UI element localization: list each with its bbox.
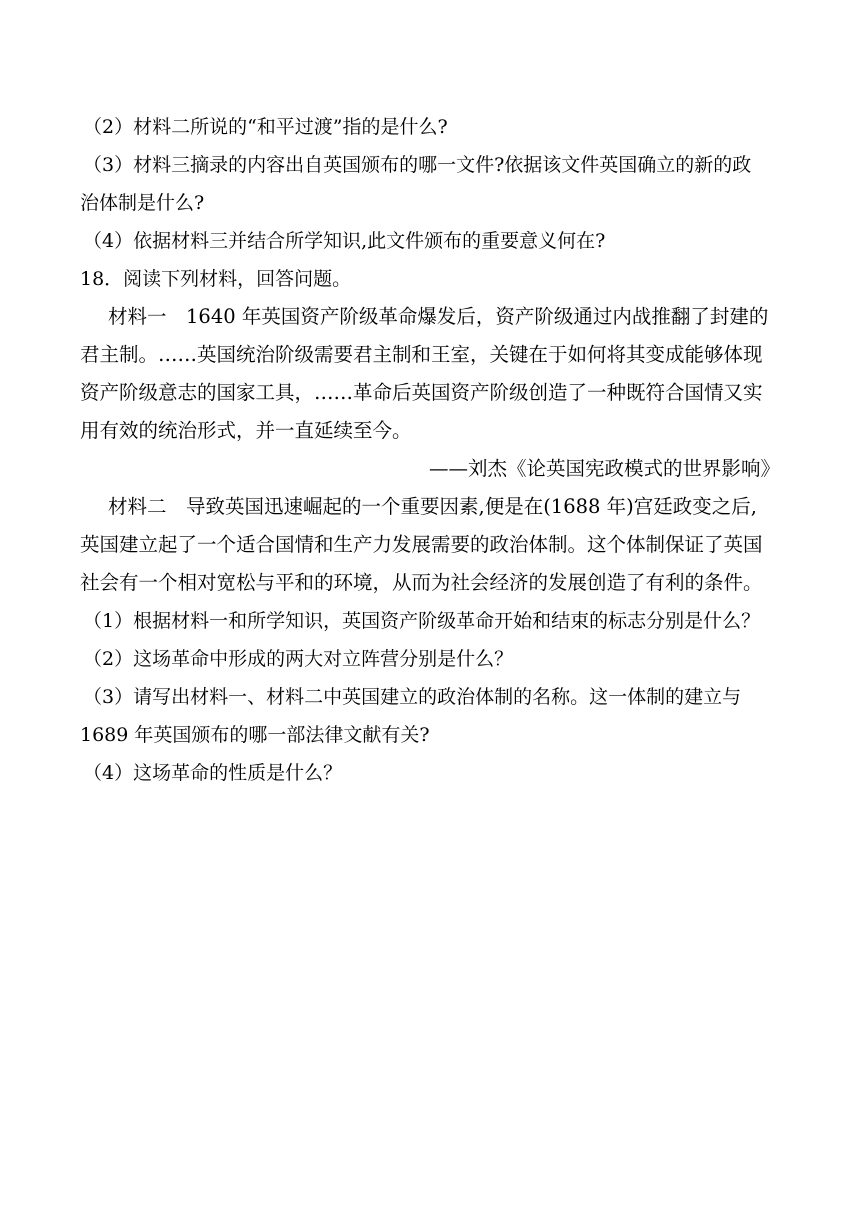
q17-question-3-line-2: 治体制是什么? [80,192,205,214]
q18-question-1: （1）根据材料一和所学知识，英国资产阶级革命开始和结束的标志分别是什么？ [83,610,761,632]
material-2-line-1: 材料二 导致英国迅速崛起的一个重要因素,便是在(1688 年)宫廷政变之后, [108,495,757,518]
material-1-line-1: 材料一 1640 年英国资产阶级革命爆发后，资产阶级通过内战推翻了封建的 [108,305,769,328]
material-1-line-2: 君主制。……英国统治阶级需要君主制和王室，关键在于如何将其变成能够体现 [80,343,763,366]
document-page [80,108,780,792]
q18-heading: 18．阅读下列材料，回答问题。 [80,268,352,290]
material-1-line-3: 资产阶级意志的国家工具，……革命后英国资产阶级创造了一种既符合国情又实 [80,381,763,404]
q18-question-3-line-1: （3）请写出材料一、材料二中英国建立的政治体制的名称。这一体制的建立与 [83,686,742,708]
q17-question-3-line-1: （3）材料三摘录的内容出自英国颁布的哪一文件?依据该文件英国确立的新的政 [83,154,752,176]
q18-material-1 [80,298,780,488]
material-1-line-4: 用有效的统治形式，并一直延续至今。 [80,419,412,442]
material-1-source: ——刘杰《论英国宪政模式的世界影响》 [428,457,780,480]
q18-question-3-line-2: 1689 年英国颁布的哪一部法律文献有关? [80,724,430,746]
material-2-line-2: 英国建立起了一个适合国情和生产力发展需要的政治体制。这个体制保证了英国 [80,533,763,556]
q17-question-4: （4）依据材料三并结合所学知识,此文件颁布的重要意义何在? [83,230,606,252]
q18-question-2: （2）这场革命中形成的两大对立阵营分别是什么？ [83,648,514,670]
q18-question-4: （4）这场革命的性质是什么？ [83,762,343,784]
q17-question-2: （2）材料二所说的“和平过渡”指的是什么? [83,116,448,138]
q18-material-2 [80,488,780,602]
material-2-line-3: 社会有一个相对宽松与平和的环境，从而为社会经济的发展创造了有利的条件。 [80,571,763,594]
